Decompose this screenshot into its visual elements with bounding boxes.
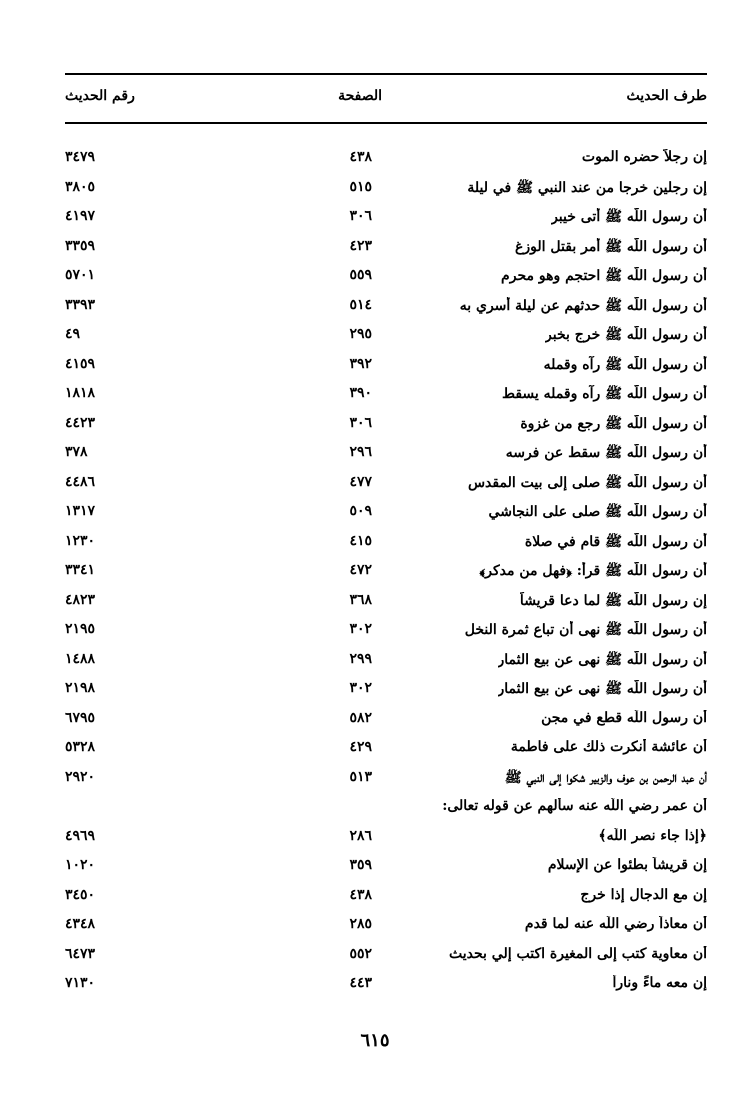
hadith-number: ٣٤٥٠ [65,886,96,903]
page-ref: ٥١٣ [349,768,372,785]
header-page: الصفحة [338,88,382,104]
hadith-text: أن رسول اللّه ﷺ صلى إلى بيت المقدس [467,474,707,491]
hadith-number: ٦٧٩٥ [65,709,96,726]
hadith-text: أن رسول اللّه ﷺ أمر بقتل الوزغ [515,238,707,255]
table-row [65,558,707,588]
page-ref: ٤٣٨ [349,149,372,165]
hadith-number: ٣٣٤١ [65,562,96,578]
table-row [65,499,707,529]
hadith-number: ٤٩ [65,326,81,342]
page-ref: ٢٨٦ [349,827,372,844]
hadith-number: ٢١٩٥ [65,621,96,637]
page-ref: ٥٠٩ [349,503,372,519]
table-row [65,352,707,382]
hadith-text: أن رسول اللّه ﷺ سقط عن فرسه [505,445,707,461]
table-row [65,912,707,942]
page-ref: ٥٥٢ [349,945,372,962]
table-row [65,440,707,470]
hadith-number: ٣٤٧٩ [65,149,96,165]
hadith-text: إن رسول اللّه ﷺ لما دعا قريشاً [519,592,707,609]
table-row [65,529,707,559]
hadith-text: أن رسول اللّه قطع في مجن [541,709,707,726]
hadith-text: أن معاذاً رضي اللّه عنه لما قدم [524,916,707,932]
hadith-text: أن رسول اللّه ﷺ حدثهم عن ليلة أسري به [459,297,707,314]
hadith-number: ١٤٨٨ [65,650,96,667]
header-rule [65,122,707,124]
page-ref: ٤٧٢ [349,562,372,578]
page-ref: ٣٠٢ [349,680,372,696]
table-header [65,80,707,116]
page-ref: ٥٥٩ [349,267,372,283]
hadith-text: أن رسول اللّه ﷺ قرأ: ﴿فهل من مدكر﴾ [479,563,707,579]
hadith-number: ٣٣٥٩ [65,237,96,254]
page-number: ٦١٥ [360,1030,390,1051]
page-ref: ٤٣٨ [349,886,372,903]
table-row [65,706,707,736]
table-row [65,263,707,293]
hadith-number: ١٢٣٠ [65,532,96,549]
hadith-number: ٥٣٢٨ [65,739,96,755]
page-ref: ٢٩٦ [349,444,372,460]
hadith-number: ١٨١٨ [65,385,96,401]
table-row [65,175,707,205]
page-ref: ٤٢٣ [349,237,372,254]
hadith-number: ٤٣٤٨ [65,916,96,932]
hadith-text: أن رسول اللّه ﷺ نهى أن تباع ثمرة النخل [464,622,707,638]
header-hadith-text: طرف الحديث [626,88,707,104]
page-ref: ٥٨٢ [349,709,372,726]
table-row [65,647,707,677]
hadith-text: أن رسول اللّه ﷺ نهى عن بيع الثمار [497,681,707,697]
hadith-text: أن رسول اللّه ﷺ رآه وقمله [543,356,707,373]
top-rule [65,73,707,75]
hadith-number: ٢١٩٨ [65,680,96,696]
table-row [65,794,707,824]
page-ref: ٣٠٢ [349,621,372,637]
page-ref: ٣٥٩ [349,857,372,873]
header-hadith-number: رقم الحديث [65,88,135,104]
hadith-text: أن معاوية كتب إلى المغيرة اكتب إلي بحديث [449,945,707,962]
hadith-text: إن رجلاً حضره الموت [581,149,707,165]
hadith-text: إن قريشاً بطئوا عن الإسلام [547,857,707,873]
table-row [65,234,707,264]
hadith-number: ٤٨٢٣ [65,591,96,608]
table-row [65,204,707,234]
page-ref: ٤٤٣ [349,975,372,991]
hadith-text: أن رسول اللّه ﷺ رجع من غزوة [520,415,707,432]
hadith-text: أن رسول اللّه ﷺ احتجم وهو محرم [501,268,707,284]
hadith-number: ١٠٢٠ [65,857,96,873]
table-row [65,735,707,765]
table-row [65,942,707,972]
page-ref: ٢٩٩ [349,650,372,667]
hadith-number: ٣٨٠٥ [65,178,96,195]
hadith-text: أن عبد الرحمن بن عوف والزبير شكوا إلى النبي ﷺ [504,769,707,786]
hadith-number: ٤٤٢٣ [65,414,96,431]
hadith-text: أن رسول اللّه ﷺ قام في صلاة [524,533,707,550]
table-row [65,824,707,854]
hadith-text: أن رسول اللّه ﷺ نهى عن بيع الثمار [497,651,707,668]
table-row [65,676,707,706]
hadith-number: ٢٩٢٠ [65,768,96,785]
hadith-number: ٣٧٨ [65,444,88,460]
hadith-text: أن رسول اللّه ﷺ خرج بخبر [545,327,707,343]
page-ref: ٣٦٨ [349,591,372,608]
hadith-text: ﴿إذا جاء نصر اللّه﴾ [598,827,707,844]
page-ref: ٤٢٩ [349,739,372,755]
hadith-text: أن رسول اللّه ﷺ أتى خيبر [551,209,707,225]
page-ref: ٤٧٧ [349,473,372,490]
hadith-text: أن عمر رضي اللّه عنه سألهم عن قوله تعالى: [442,798,707,814]
page-ref: ٣٠٦ [349,208,372,224]
table-row [65,381,707,411]
hadith-text: أن رسول اللّه ﷺ رآه وقمله يسقط [502,386,707,402]
page-ref: ٣٩٠ [349,385,372,401]
page-ref: ٥١٤ [349,296,372,313]
hadith-number: ١٣١٧ [65,503,96,519]
table-row [65,145,707,175]
hadith-text: أن رسول اللّه ﷺ صلى على النجاشي [488,504,707,520]
table-row [65,617,707,647]
hadith-number: ٣٣٩٣ [65,296,96,313]
hadith-number: ٧١٣٠ [65,975,96,991]
hadith-text: إن مع الدجال إذا خرج [580,886,707,903]
table-row [65,470,707,500]
hadith-number: ٤١٥٩ [65,355,96,372]
index-table-body [65,145,707,1001]
table-row [65,853,707,883]
hadith-number: ٤٤٨٦ [65,473,96,490]
table-row [65,971,707,1001]
page-ref: ٤١٥ [349,532,372,549]
table-row [65,588,707,618]
page-ref: ٣٠٦ [349,414,372,431]
page-ref: ٢٨٥ [349,916,372,932]
table-row [65,765,707,795]
table-row [65,322,707,352]
page-ref: ٥١٥ [349,178,372,195]
table-row [65,883,707,913]
hadith-text: إن معه ماءً وناراً [612,975,707,991]
hadith-number: ٤٩٦٩ [65,827,96,844]
page-ref: ٣٩٢ [349,355,372,372]
hadith-number: ٥٧٠١ [65,267,96,283]
hadith-number: ٦٤٧٣ [65,945,96,962]
hadith-text: أن عائشة أنكرت ذلك على فاطمة [510,739,707,755]
table-row [65,293,707,323]
hadith-number: ٤١٩٧ [65,208,96,224]
hadith-text: إن رجلين خرجا من عند النبي ﷺ في ليلة [467,179,707,196]
page-ref: ٢٩٥ [349,326,372,342]
table-row [65,411,707,441]
